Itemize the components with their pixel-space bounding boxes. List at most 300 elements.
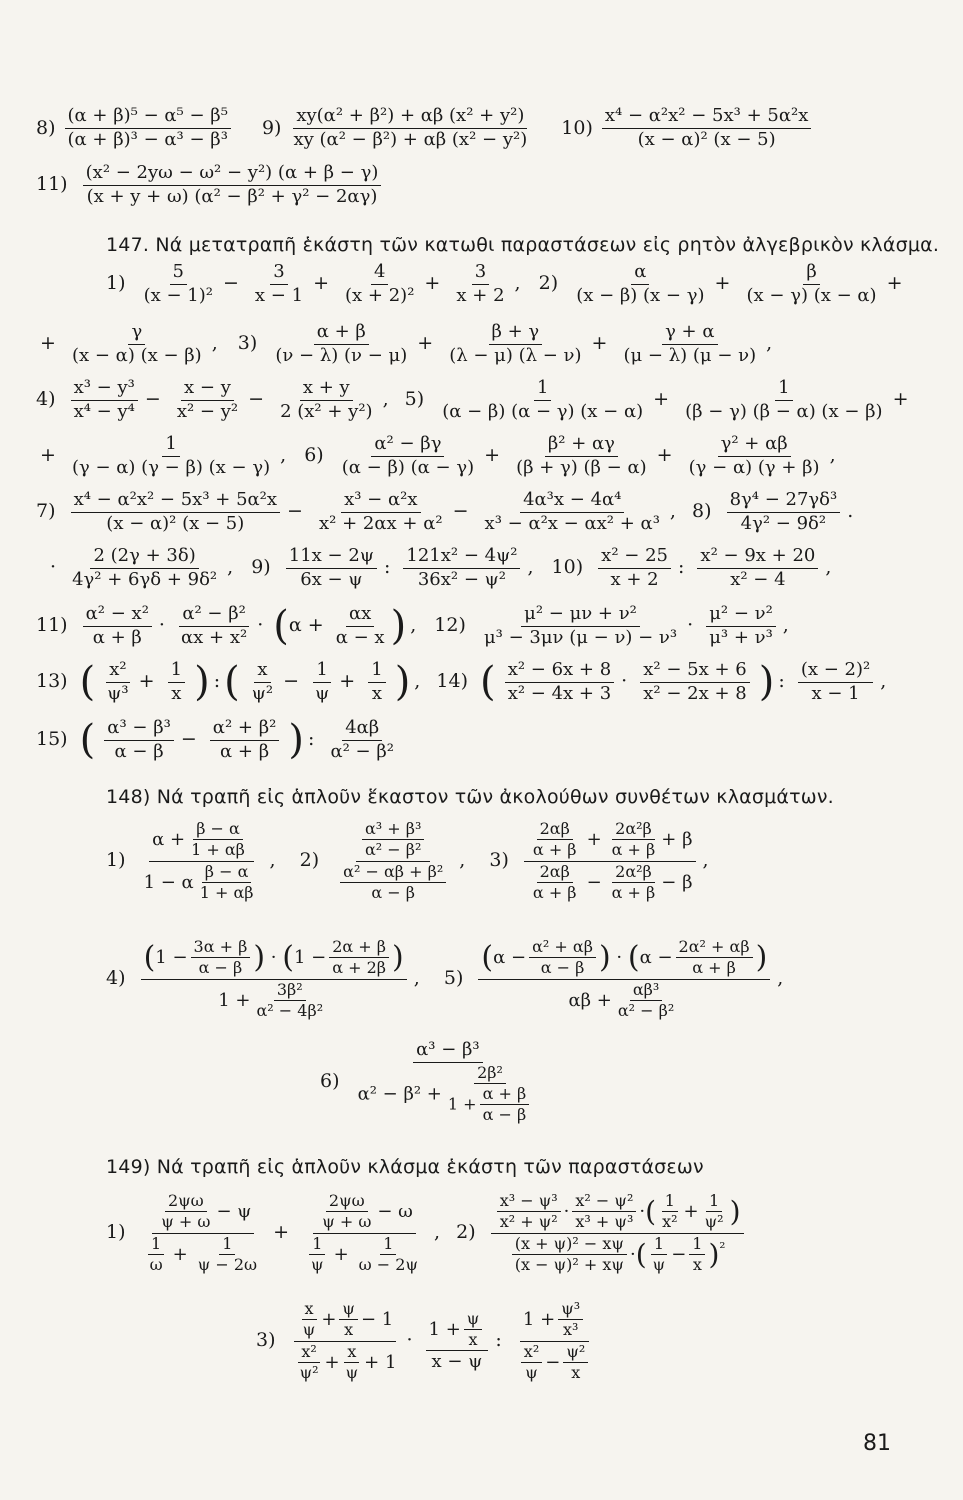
fraction — [480, 1085, 530, 1125]
denominator: $\frac{\text{x²}}{\psi}$ − $\frac{\text{ψ²}}{x}$ — [515, 1342, 595, 1383]
denominator: 6x − ψ — [300, 568, 363, 590]
parenthesis: ( — [79, 659, 96, 706]
math-text: + 1 — [364, 1351, 397, 1373]
fraction — [178, 604, 250, 648]
numerator: 1 — [219, 1235, 235, 1255]
denominator — [445, 1084, 535, 1125]
fraction — [253, 981, 326, 1021]
exercise-label: 3) — [256, 1329, 276, 1352]
numerator — [149, 820, 254, 862]
fraction — [530, 820, 580, 860]
denominator: (β − γ) (β − α) (x − β) — [685, 400, 883, 422]
operator: , — [410, 614, 417, 637]
numerator: β² + αγ — [545, 434, 618, 457]
denominator: x² — [662, 1212, 678, 1232]
denominator: α² − 4β² — [256, 1001, 324, 1021]
denominator: (x − 1)² — [143, 284, 213, 306]
denominator: α − x — [335, 626, 385, 648]
numerator: α² − x² — [83, 604, 152, 627]
numerator — [520, 1300, 589, 1342]
operator: , — [669, 500, 676, 523]
denominator: α − β — [371, 883, 416, 903]
fraction — [481, 604, 680, 648]
s148-e3 — [524, 820, 696, 903]
fraction — [573, 262, 707, 306]
numerator: x² − 6x + 8 — [505, 660, 614, 683]
operator: + — [586, 828, 602, 850]
operator: + — [138, 670, 155, 693]
denominator — [302, 1234, 427, 1275]
operator: , — [459, 849, 466, 872]
numerator: 1 — [368, 660, 385, 683]
operator: − — [586, 871, 602, 893]
denominator: ψ — [311, 1255, 324, 1275]
numerator: x — [254, 660, 270, 683]
exercise-10 — [561, 106, 814, 150]
numerator: (x + ψ)² − xψ — [512, 1235, 627, 1255]
operator: + — [40, 444, 56, 467]
denominator: 36x² − ψ² — [417, 568, 506, 590]
fraction — [572, 1192, 636, 1232]
numerator: 2α² + αβ — [676, 938, 753, 958]
math-text: 1 + — [447, 1094, 477, 1114]
s148-e4 — [141, 938, 407, 1021]
denominator: (x − α)² (x − 5) — [106, 512, 245, 534]
numerator: (x − 2)² — [798, 660, 873, 683]
numerator: x — [344, 1343, 359, 1363]
numerator: α — [631, 262, 649, 285]
fraction — [513, 434, 650, 478]
exercise-label: 2) — [456, 1221, 476, 1244]
numerator: 1 — [689, 1235, 705, 1255]
numerator: xy(α² + β²) + αβ (x² + y²) — [293, 106, 527, 129]
exercise-label: 11) — [36, 173, 68, 196]
numerator: x + y — [300, 378, 353, 401]
denominator: x⁴ − y⁴ — [73, 400, 135, 422]
denominator: x³ − α²x − αx² + α³ — [484, 512, 660, 534]
math-text: α + — [288, 614, 324, 637]
s148-e6 — [355, 1040, 542, 1125]
numerator: 1 — [651, 1235, 667, 1255]
denominator: (γ − α) (γ + β) — [688, 456, 820, 478]
numerator: 4 — [371, 262, 388, 285]
fraction — [609, 820, 659, 860]
fraction — [249, 660, 276, 704]
denominator: ψ — [652, 1255, 666, 1275]
numerator — [524, 820, 696, 862]
fraction — [602, 106, 811, 150]
fraction — [558, 1300, 583, 1340]
numerator: (1 − $\frac{3\alpha + \beta}{\alpha - \beta}$ ) · (1 − $\frac{2\alpha + \beta}{\alpha + 2\beta}$ ) — [141, 938, 407, 980]
math-text: α² − β² + — [357, 1083, 442, 1105]
fraction — [706, 604, 776, 648]
numerator — [152, 1192, 254, 1234]
parenthesis: ) — [708, 1237, 720, 1271]
fraction — [174, 378, 241, 422]
denominator: α + β — [92, 626, 142, 648]
operator: + — [591, 332, 608, 355]
fraction — [69, 546, 220, 590]
operator: − — [180, 728, 197, 751]
numerator: β + γ — [489, 322, 543, 345]
numerator: x⁴ − α²x² − 5x³ + 5α²x — [71, 490, 280, 513]
numerator: 3β² — [274, 981, 306, 1001]
exercise-label: 8) — [692, 500, 712, 523]
s148-e1 — [141, 820, 263, 903]
fraction — [65, 106, 231, 150]
denominator: ψ + ω — [161, 1212, 211, 1232]
numerator: α² − αβ + β² — [340, 863, 446, 883]
operator: + — [313, 272, 329, 295]
denominator: α − β — [198, 958, 243, 978]
s149-e1a — [141, 1192, 267, 1275]
fraction — [327, 718, 397, 762]
operator: , — [227, 556, 234, 579]
numerator: x⁴ − α²x² − 5x³ + 5α²x — [602, 106, 811, 129]
parenthesis: ) — [394, 659, 411, 706]
fraction — [69, 322, 205, 366]
fraction — [682, 378, 885, 422]
heading-149: 149) Νά τραπῆ εἰς ἁπλοῦν κλάσμα ἑκάστη τῶν παραστάσεων — [106, 1156, 704, 1178]
fraction — [308, 1235, 327, 1275]
parenthesis: ( — [635, 1237, 647, 1271]
denominator: ψ — [525, 1363, 538, 1383]
parenthesis: ) — [598, 939, 611, 975]
denominator — [141, 1234, 267, 1275]
denominator: α² − β² — [364, 840, 422, 860]
numerator: β − α — [193, 820, 243, 840]
fraction — [446, 322, 584, 366]
denominator: α + β — [220, 740, 270, 762]
fraction — [210, 718, 280, 762]
numerator: αβ³ — [630, 981, 662, 1001]
exercise-label: 15) — [36, 728, 68, 751]
exercise-label: 5) — [443, 967, 464, 990]
s147-row-1 — [106, 262, 907, 306]
operator: · — [158, 614, 165, 637]
operator: + — [424, 272, 441, 295]
fraction — [464, 1310, 483, 1350]
fraction — [686, 434, 823, 478]
fraction — [362, 820, 424, 860]
numerator: ψ — [464, 1310, 483, 1330]
exercise-label: 8) — [36, 116, 56, 139]
fraction — [297, 1343, 322, 1383]
fraction — [104, 718, 174, 762]
denominator: $\frac{\text{x²}}{\text{ψ²}}$ + $\frac{x}{\psi}$ + 1 — [291, 1342, 400, 1383]
fraction — [329, 938, 389, 978]
denominator: α − β — [482, 1105, 527, 1125]
denominator: α + β — [611, 883, 656, 903]
fraction — [71, 490, 280, 534]
denominator: ψ — [345, 1363, 359, 1383]
operator: , — [702, 849, 709, 872]
fraction — [300, 1300, 319, 1340]
denominator: (ν − λ) (ν − μ) — [275, 344, 408, 366]
fraction — [505, 660, 614, 704]
exercise-label: 5) — [404, 388, 425, 411]
numerator: 3 — [472, 262, 489, 285]
numerator: 3 — [270, 262, 287, 285]
numerator: $\frac{x}{\psi}$ + $\frac{\psi}{x}$ − 1 — [294, 1300, 396, 1342]
exercise-label: 11) — [36, 614, 68, 637]
fraction — [697, 546, 818, 590]
numerator: μ² − ν² — [706, 604, 776, 627]
denominator: ψ + ω — [322, 1212, 372, 1232]
exercise-label: 6) — [320, 1070, 340, 1093]
denominator — [355, 1063, 542, 1125]
denominator: ψ² — [251, 682, 274, 704]
fraction — [141, 262, 216, 306]
operator: + — [40, 332, 56, 355]
exercise-label: 3) — [489, 849, 509, 872]
numerator: ψ² — [563, 1343, 588, 1363]
fraction — [403, 546, 520, 590]
operator: · — [621, 670, 628, 693]
numerator: (α + β)⁵ − α⁵ − β⁵ — [65, 106, 231, 129]
operator: : — [213, 670, 221, 693]
denominator: 4γ² + 6γδ + 9δ² — [72, 568, 218, 590]
denominator: α + β — [532, 840, 577, 860]
fraction — [620, 322, 759, 366]
denominator: (μ − λ) (μ − ν) — [623, 344, 757, 366]
numerator: 2α + β — [329, 938, 389, 958]
numerator: x² − ψ² — [572, 1192, 636, 1212]
exercise-label: 1) — [106, 849, 126, 872]
numerator: 11x − 2ψ — [286, 546, 377, 569]
denominator: x — [371, 682, 382, 704]
exercise-9 — [262, 106, 533, 150]
exercise-label: 7) — [36, 500, 56, 523]
denominator: x² − y² — [176, 400, 239, 422]
fraction — [319, 1192, 374, 1232]
operator: + — [653, 388, 670, 411]
denominator: (x − α) (x − β) — [71, 344, 202, 366]
numerator: 1 — [168, 660, 185, 683]
operator: · — [50, 556, 57, 579]
operator: + — [892, 388, 909, 411]
operator: , — [211, 332, 218, 355]
denominator: x² − 2x + 8 — [643, 682, 747, 704]
numerator: β − α — [202, 863, 252, 883]
fraction — [83, 163, 382, 207]
page-number: 81 — [863, 1431, 891, 1456]
exercise-label: 13) — [36, 670, 68, 693]
numerator: 1 — [662, 1192, 678, 1212]
parenthesis: ( — [79, 717, 96, 764]
parenthesis: ( — [480, 659, 496, 706]
operator: : — [307, 728, 315, 751]
s148-row-1 — [106, 820, 713, 903]
denominator: α − β — [114, 740, 164, 762]
operator: : — [495, 1329, 502, 1352]
fraction — [252, 262, 306, 306]
s148-row-3 — [320, 1040, 544, 1125]
s147-row-2 — [36, 322, 776, 366]
exercise-label: 12) — [434, 614, 466, 637]
s147-row-8 — [36, 660, 890, 704]
numerator: 1 — [534, 378, 551, 401]
denominator — [215, 980, 332, 1021]
exercise-label: 6) — [304, 444, 324, 467]
numerator: 1 — [380, 1235, 396, 1255]
operator: + — [656, 444, 673, 467]
numerator: α³ − β³ — [413, 1040, 483, 1063]
fraction — [659, 1192, 680, 1232]
fraction — [497, 1192, 561, 1232]
s149-row-1 — [106, 1192, 747, 1275]
fraction — [744, 262, 880, 306]
operator: + — [339, 670, 356, 693]
numerator: γ² + αβ — [718, 434, 791, 457]
fraction — [339, 434, 477, 478]
denominator: (β + γ) (β − α) — [516, 456, 647, 478]
fraction — [529, 938, 596, 978]
parenthesis: ) — [729, 1194, 741, 1228]
numerator: 8γ⁴ − 27γδ³ — [727, 490, 841, 513]
fraction — [147, 1235, 166, 1275]
exercise-label: 14) — [436, 670, 468, 693]
operator: − — [452, 500, 469, 523]
s147-row-3 — [36, 378, 912, 422]
fraction — [71, 378, 138, 422]
operator: , — [434, 1221, 441, 1244]
denominator: α + β — [692, 958, 736, 978]
numerator: 2β² — [474, 1064, 506, 1084]
numerator: γ — [128, 322, 145, 345]
fraction — [563, 1343, 588, 1383]
s148-e2 — [334, 820, 452, 903]
denominator: x − ψ — [431, 1351, 483, 1373]
numerator: x — [302, 1300, 317, 1320]
parenthesis: ( — [273, 603, 289, 650]
operator: , — [280, 444, 287, 467]
operator: · — [406, 1329, 413, 1352]
denominator: (x + 2)² — [345, 284, 415, 306]
numerator: x − y — [181, 378, 234, 401]
fraction — [69, 434, 273, 478]
fraction — [640, 660, 749, 704]
fraction — [439, 378, 646, 422]
math-text: ² — [719, 1238, 726, 1257]
numerator: 121x² − 4ψ² — [403, 546, 520, 569]
operator: · — [257, 614, 264, 637]
numerator: 4α³x − 4α⁴ — [520, 490, 624, 513]
fraction — [482, 490, 663, 534]
fraction — [168, 660, 185, 704]
denominator: μ³ − 3μν (μ − ν) − ν³ — [483, 626, 678, 648]
denominator: αx + x² — [181, 626, 248, 648]
operator: , — [825, 556, 832, 579]
denominator: ω — [149, 1255, 163, 1275]
denominator: (x + y + ω) (α² − β² + γ² − 2αγ) — [86, 185, 378, 207]
exercise-label: 10) — [551, 556, 584, 579]
parenthesis: ( — [282, 939, 294, 975]
numerator: 4αβ — [342, 718, 382, 741]
s148-row-2 — [106, 938, 787, 1021]
math-text: 1 + — [218, 989, 251, 1011]
denominator: $\frac{\text{(x + ψ)² − xψ}}{\text{(x − ψ)² + xψ}}$ ·( $\frac{1}{\psi}$ − $\frac{1}{x}$ )$^{^2}$ — [506, 1234, 729, 1275]
operator: , — [829, 444, 836, 467]
denominator — [141, 862, 263, 903]
fraction — [158, 1192, 213, 1232]
exercise-label: 2) — [299, 849, 320, 872]
exercise-11 — [36, 163, 384, 207]
numerator: 2ψω — [165, 1192, 207, 1212]
s147-row-6 — [46, 546, 835, 590]
parenthesis: ( — [224, 659, 240, 706]
denominator: x — [344, 1320, 354, 1340]
numerator — [426, 1310, 489, 1352]
numerator: α + β — [480, 1085, 530, 1105]
fraction — [798, 660, 873, 704]
denominator: x² − 4x + 3 — [507, 682, 612, 704]
parenthesis: ) — [253, 939, 266, 975]
fraction — [272, 322, 410, 366]
math-text: + β — [661, 828, 693, 850]
fraction — [197, 863, 257, 903]
operator: + — [417, 332, 434, 355]
numerator: 2ψω — [326, 1192, 368, 1212]
fraction — [195, 1235, 260, 1275]
denominator: x³ — [562, 1320, 579, 1340]
numerator: ψ — [339, 1300, 358, 1320]
denominator: α² − β² — [330, 740, 394, 762]
numerator: (α − $\frac{\text{α² + αβ}}{\alpha - \beta}$ ) · (α − $\frac{\text{2α² + αβ}}{\alpha + \beta}$ ) — [478, 938, 770, 980]
fraction — [676, 938, 753, 978]
numerator: 2αβ — [537, 863, 573, 883]
numerator: α³ + β³ — [362, 820, 424, 840]
operator: , — [414, 670, 421, 693]
numerator: 1 — [775, 378, 792, 401]
fraction — [290, 106, 530, 150]
math-text: 1 + — [428, 1318, 461, 1340]
fraction — [650, 1235, 669, 1275]
numerator: 2 (2γ + 3δ) — [90, 546, 198, 569]
s149-row-2 — [256, 1300, 597, 1383]
fraction — [316, 490, 446, 534]
math-text: − ψ — [216, 1200, 252, 1222]
denominator: ψ — [315, 682, 330, 704]
denominator: α + β — [611, 840, 656, 860]
math-text: 1 + — [522, 1308, 556, 1330]
operator: − — [144, 388, 161, 411]
parenthesis: ) — [194, 659, 210, 706]
denominator: x — [692, 1255, 702, 1275]
denominator: (x − β) (x − γ) — [576, 284, 705, 306]
fraction — [83, 604, 152, 648]
parenthesis: ) — [758, 659, 775, 706]
denominator: x — [171, 682, 182, 704]
denominator: x + 2 — [456, 284, 505, 306]
denominator: x — [571, 1363, 581, 1383]
fraction — [343, 1343, 362, 1383]
parenthesis: ) — [392, 939, 404, 975]
numerator: x² − 25 — [598, 546, 671, 569]
operator: . — [847, 500, 854, 523]
operator: − — [248, 388, 265, 411]
numerator: 1 — [148, 1235, 164, 1255]
denominator — [334, 862, 452, 903]
math-text: α + — [152, 828, 186, 850]
denominator: ψ³ — [107, 682, 129, 704]
parenthesis: ( — [143, 939, 156, 975]
denominator: (x − γ) (x − α) — [746, 284, 877, 306]
numerator: x³ − ψ³ — [497, 1192, 561, 1212]
parenthesis: ) — [288, 717, 304, 764]
operator: + — [333, 1243, 349, 1265]
operator: , — [777, 967, 784, 990]
